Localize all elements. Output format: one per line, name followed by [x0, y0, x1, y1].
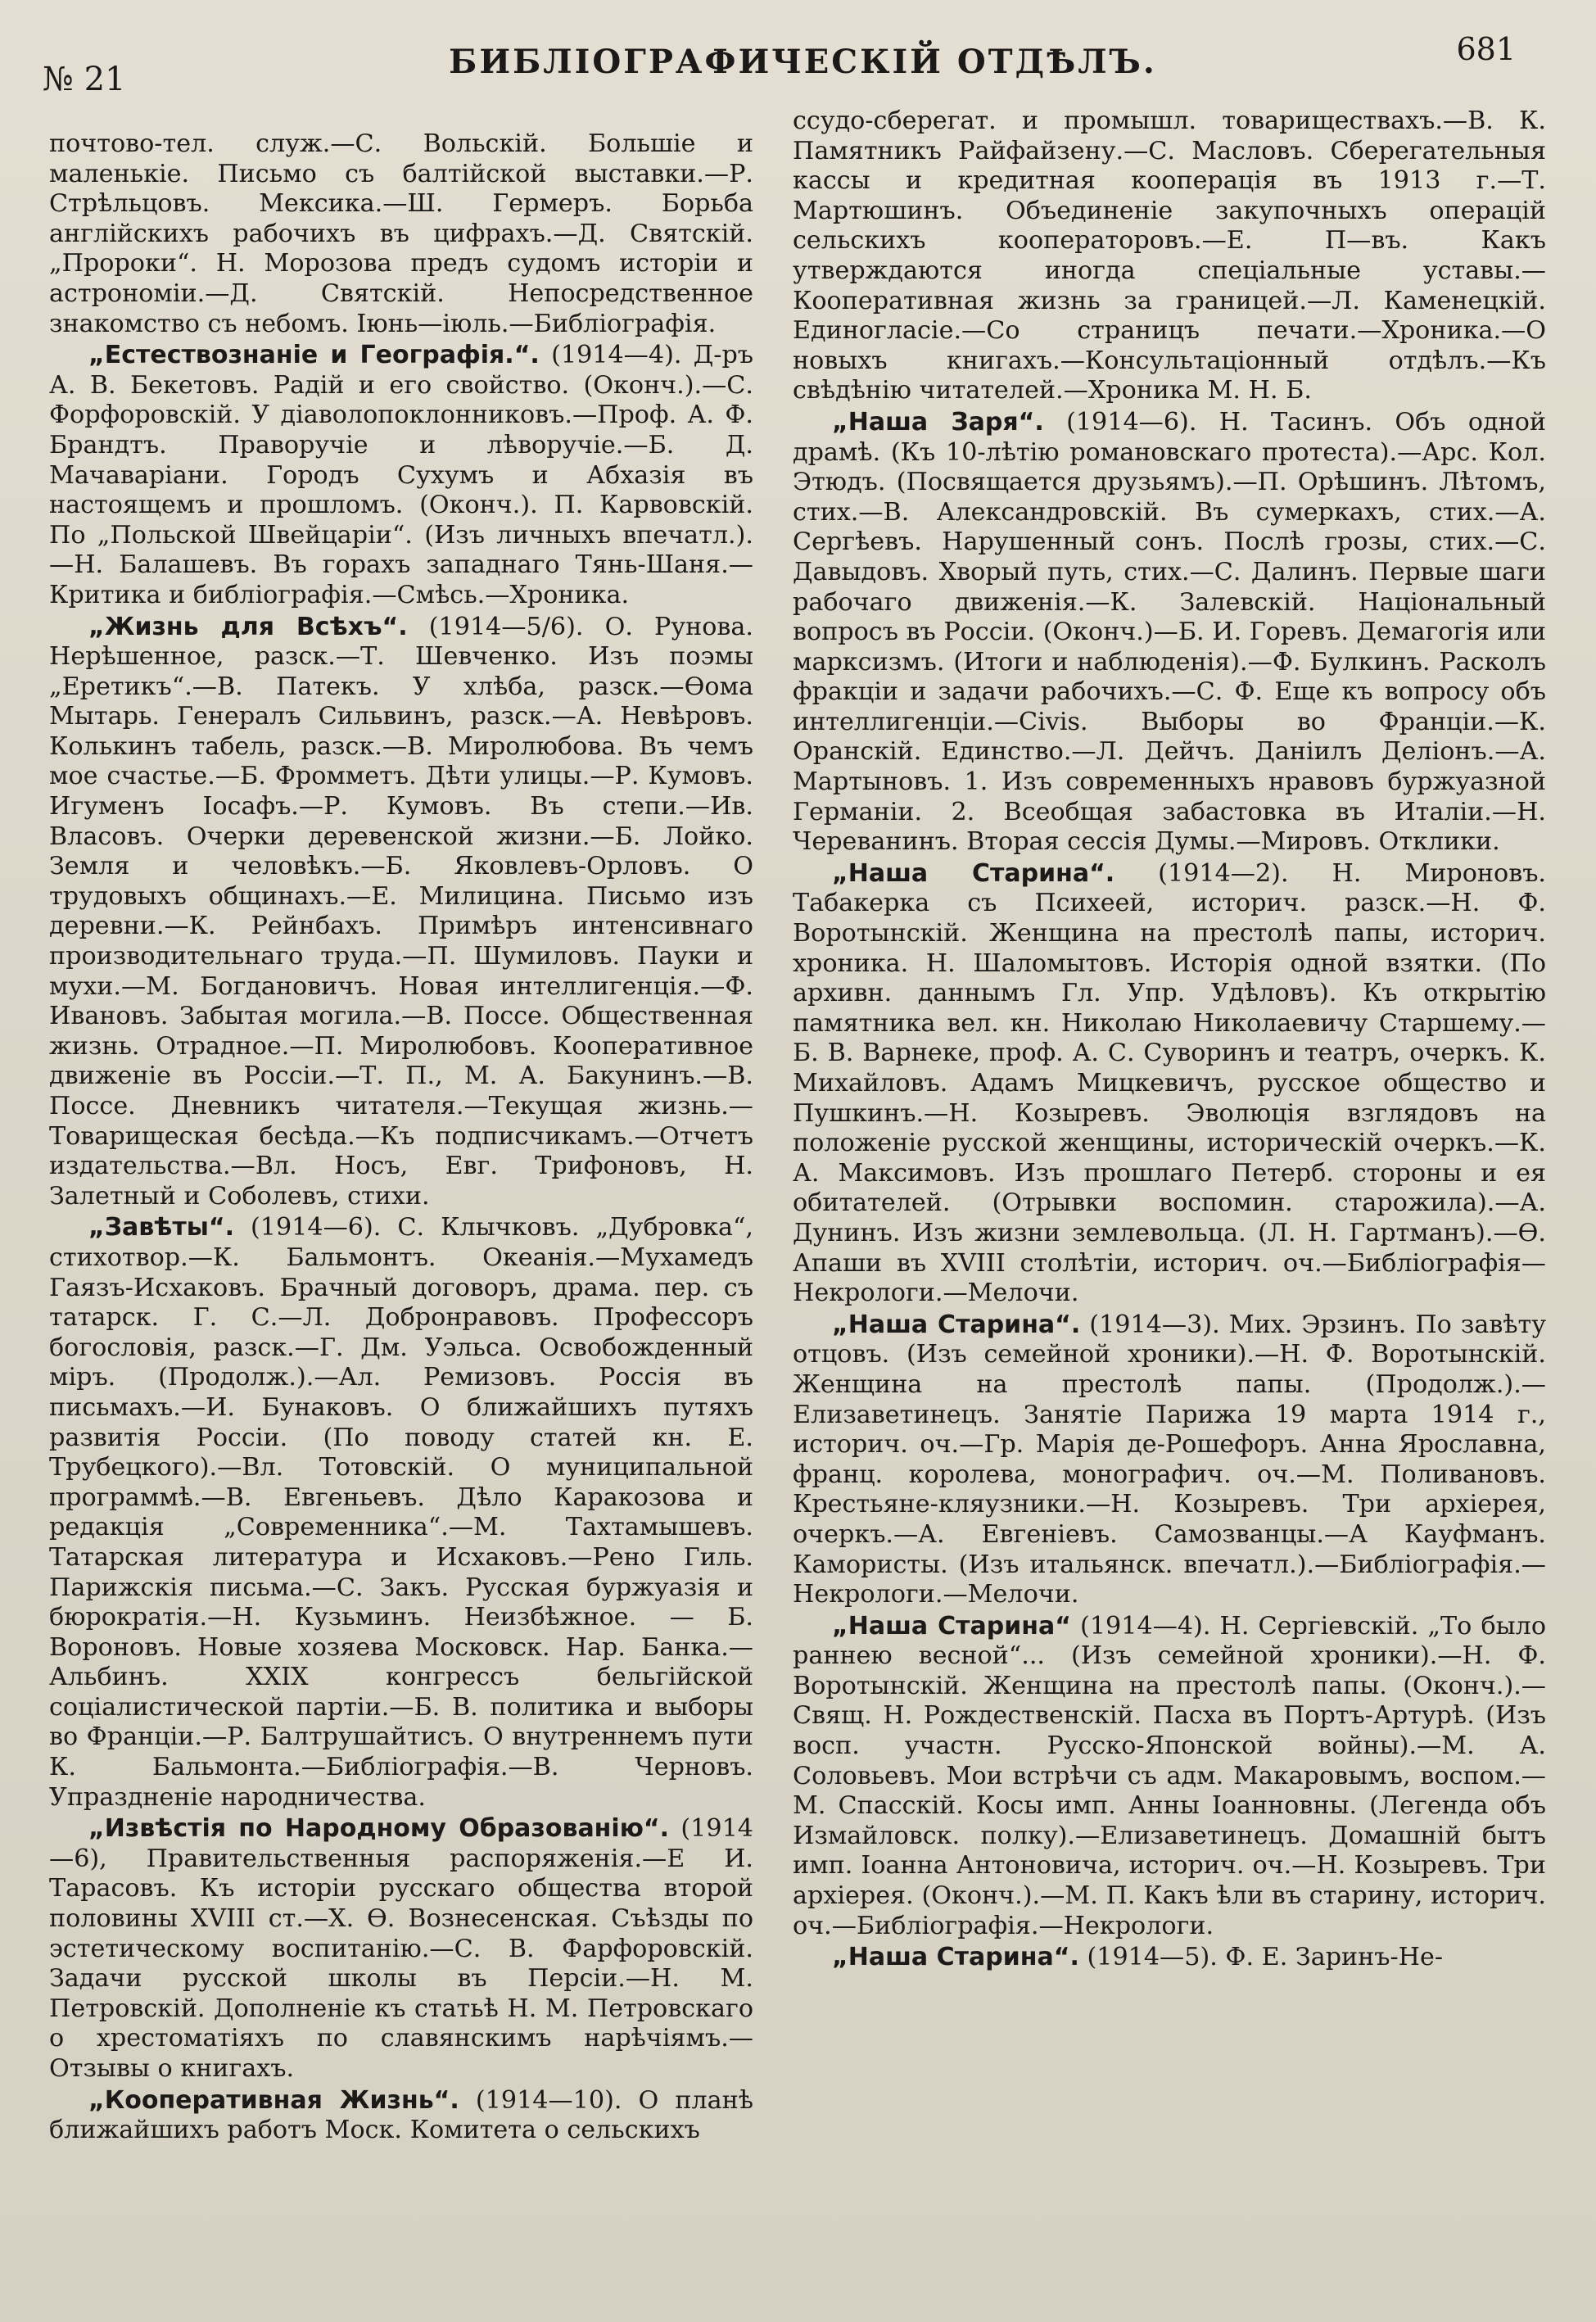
journal-title: „Наша Старина“	[832, 1611, 1071, 1641]
journal-title: „Наша Старина“.	[832, 1310, 1081, 1339]
section-title: БИБЛІОГРАФИЧЕСКІЙ ОТДѢЛЪ.	[449, 43, 1157, 81]
entry-nasha-starina-4: „Наша Старина“ (1914—4). Н. Сергіевскій. „То было раннею весной“... (Изъ семейной хроники).—Н. Ф. Воротынскій. Женщина на престолѣ папы. (Оконч.).—Свящ. Н. Рождественскій. Пасха въ Портъ-Артурѣ. (Изъ восп. участн. Русско-Японской войны).—М. А. Соловьевъ. Мои встрѣчи съ адм. Макаровымъ, воспом.—М. Спасскій. Косы имп. Анны Іоанновны. (Легенда объ Измайловск. полку).—Елизаветинецъ. Домашній бытъ имп. Іоанна Антоновича, историч. оч.—Н. Козыревъ. Три архіерея. (Оконч.).—М. П. Какъ ѣли въ старину, историч. оч.—Библіографія.—Некрологи.	[793, 1611, 1546, 1940]
entry-zavety: „Завѣты“. (1914—6). С. Клычковъ. „Дубровка“, стихотвор.—К. Бальмонтъ. Океанія.—Мухамедъ Гаязъ-Исхаковъ. Брачный договоръ, драма. пер. съ татарск. Г. С.—Л. Добронравовъ. Профессоръ богословія, разск.—Г. Дм. Уэльса. Освобожденный міръ. (Продолж.).—Ал. Ремизовъ. Россія въ письмахъ.—И. Бунаковъ. О ближайшихъ путяхъ развитія Россіи. (По поводу статей кн. Е. Трубецкого).—Вл. Тотовскій. О муниципальной программѣ.—В. Евгеньевъ. Дѣло Каракозова и редакція „Современника“.—М. Тахтамышевъ. Татарская литература и Исхаковъ.—Рено Гиль. Парижскія письма.—С. Закъ. Русская буржуазія и бюрократія.—Н. Кузьминъ. Неизбѣжное. — Б. Вороновъ. Новые хозяева Московск. Нар. Банка.—Альбинъ. XXIX конгрессъ бельгійской соціалистической партіи.—Б. В. политика и выборы во Франціи.—Р. Балтрушайтисъ. О внутреннемъ пути К. Бальмонта.—Библіографія.—В. Черновъ. Упраздненіе народничества.	[49, 1213, 753, 1812]
entry-estestvoznanie: „Естествознаніе и Географія.“. (1914—4). Д-ръ А. В. Бекетовъ. Радій и его свойство. (Оконч.).—С. Форфоровскій. У діаволопоклонниковъ.—Проф. А. Ф. Брандтъ. Праворучіе и лѣворучіе.—Б. Д. Мачаваріани. Городъ Сухумъ и Абхазія въ настоящемъ и прошломъ. (Оконч.). П. Карвовскій. По „Польской Швейцаріи“. (Изъ личныхъ впечатл.).—Н. Балашевъ. Въ горахъ западнаго Тянь-Шаня.—Критика и библіографія.—Смѣсь.—Хроника.	[49, 341, 753, 609]
journal-title: „Завѣты“.	[88, 1213, 234, 1242]
page-number: 681	[1456, 31, 1516, 67]
issue-number: № 21	[43, 61, 126, 98]
entry-continuation: ссудо-сберегат. и промышл. товариществахъ.—В. К. Памятникъ Райфайзену.—С. Масловъ. Сберегательныя кассы и кредитная кооперація въ 1913 г.—Т. Мартюшинъ. Объединеніе закупочныхъ операцій сельскихъ кооператоровъ.—Е. П—въ. Какъ утверждаются иногда спеціальные уставы.—Кооперативная жизнь за границей.—Л. Каменецкій. Единогласіе.—Со страницъ печати.—Хроника.—О новыхъ книгахъ.—Консультаціонный отдѣлъ.—Къ свѣдѣнію читателей.—Хроника М. Н. Б.	[793, 106, 1546, 405]
journal-title: „Жизнь для Всѣхъ“.	[88, 612, 408, 641]
page-header	[43, 25, 1563, 98]
journal-title: „Наша Заря“.	[832, 407, 1044, 437]
entry-nasha-starina-2: „Наша Старина“. (1914—2). Н. Мироновъ. Табакерка съ Психеей, историч. разск.—Н. Ф. Воротынскій. Женщина на престолѣ папы, историч. хроника. Н. Шаломытовъ. Исторія одной взятки. (По архивн. даннымъ Гл. Упр. Удѣловъ). Къ открытію памятника вел. кн. Николаю Николаевичу Старшему.—Б. В. Варнеке, проф. А. С. Суворинъ и театръ, очеркъ. К. Михайловъ. Адамъ Мицкевичъ, русское общество и Пушкинъ.—Н. Козыревъ. Эволюція взглядовъ на положеніе русской женщины, историческій очеркъ.—К. А. Максимовъ. Изъ прошлаго Петерб. стороны и ея обитателей. (Отрывки воспомин. старожила).—А. Дунинъ. Изъ жизни землевольца. (Л. Н. Гартманъ).—Ѳ. Апаши въ XVIII столѣтіи, историч. оч.—Библіографія—Некрологи.—Мелочи.	[793, 858, 1546, 1308]
right-column	[793, 106, 1546, 2289]
journal-title: „Естествознаніе и Географія.“.	[88, 341, 540, 370]
entry-continuation: почтово-тел. служ.—С. Вольскій. Большіе и маленькіе. Письмо съ балтійской выставки.—Р. Стрѣльцовъ. Мексика.—Ш. Гермеръ. Борьба англійскихъ рабочихъ въ цифрахъ.—Д. Святскій. „Пророки“. Н. Морозова предъ судомъ исторіи и астрономіи.—Д. Святскій. Непосредственное знакомство съ небомъ. Іюнь—іюль.—Библіографія.	[49, 129, 753, 338]
entry-nasha-starina-5: „Наша Старина“. (1914—5). Ф. Е. Заринъ-Не-	[832, 1943, 1444, 1972]
entry-izvestiya: „Извѣстія по Народному Образованію“. (1914—6), Правительственныя распоряженія.—Е И. Тарасовъ. Къ исторіи русскаго общества второй половины XVIII ст.—Х. Ѳ. Вознесенская. Съѣзды по эстетическому воспитанію.—С. В. Фарфоровскій. Задачи русской школы въ Персіи.—Н. М. Петровскій. Дополненіе къ статьѣ Н. М. Петровскаго о хрестоматіяхъ по славянскимъ нарѣчіямъ.—Отзывы о книгахъ.	[49, 1814, 754, 2083]
entry-zhizn-dlya-vsekh: „Жизнь для Всѣхъ“. (1914—5/6). О. Рунова. Нерѣшенное, разск.—Т. Шевченко. Изъ поэмы „Еретикъ“.—В. Патекъ. У хлѣба, разск.—Ѳома Мытарь. Генералъ Сильвинъ, разск.—А. Невѣровъ. Колькинъ табель, разск.—В. Миролюбова. Въ чемъ мое счастье.—Б. Фромметъ. Дѣти улицы.—Р. Кумовъ. Игуменъ Іосафъ.—Р. Кумовъ. Въ степи.—Ив. Власовъ. Очерки деревенской жизни.—Б. Лойко. Земля и человѣкъ.—Б. Яковлевъ-Орловъ. О трудовыхъ общинахъ.—Е. Милицина. Письмо изъ деревни.—К. Рейнбахъ. Примѣръ интенсивнаго производительнаго труда.—П. Шумиловъ. Пауки и мухи.—М. Богдановичъ. Новая интеллигенція.—Ф. Ивановъ. Забытая могила.—В. Поссе. Общественная жизнь. Отрадное.—П. Миролюбовъ. Кооперативное движеніе въ Россіи.—Т. П., М. А. Бакунинъ.—В. Поссе. Дневникъ читателя.—Текущая жизнь.—Товарищеская бесѣда.—Къ подписчикамъ.—Отчетъ издательства.—Вл. Носъ, Евг. Трифоновъ, Н. Залетный и Соболевъ, стихи.	[49, 612, 753, 1211]
journal-title: „Извѣстія по Народному Образованію“.	[88, 1814, 669, 1844]
entry-nasha-zarya: „Наша Заря“. (1914—6). Н. Тасинъ. Объ одной драмѣ. (Къ 10-лѣтію романовскаго протеста).—Арс. Кол. Этюдъ. (Посвящается друзьямъ).—П. Орѣшинъ. Лѣтомъ, стих.—В. Александровскій. Въ сумеркахъ, стих.—А. Сергѣевъ. Нарушенный сонъ. Послѣ грозы, стих.—С. Давыдовъ. Хворый путь, стих.—С. Далинъ. Первые шаги рабочаго движенія.—К. Залевскій. Національный вопросъ въ Россіи. (Оконч.)—Б. И. Горевъ. Демагогія или марксизмъ. (Итоги и наблюденія).—Ф. Булкинъ. Расколъ фракціи и задачи рабочихъ.—С. Ф. Еще къ вопросу объ интеллигенціи.—Civis. Выборы во Франціи.—К. Оранскій. Единство.—Л. Дейчъ. Даніилъ Делiонъ.—А. Мартыновъ. 1. Изъ современныхъ нравовъ буржуазной Германіи. 2. Всеобщая забастовка въ Италіи.—Н. Череванинъ. Вторая сессія Думы.—Мировъ. Отклики.	[793, 407, 1546, 857]
entry-kooperativnaya-zhizn: „Кооперативная Жизнь“. (1914—10). О планѣ ближайшихъ работъ Моск. Комитета о сельскихъ	[49, 2085, 754, 2145]
journal-title: „Наша Старина“.	[832, 858, 1115, 888]
entry-nasha-starina-3: „Наша Старина“. (1914—3). Мих. Эрзинъ. По завѣту отцовъ. (Изъ семейной хроники).—Н. Ф. Воротынскій. Женщина на престолѣ папы. (Продолж.).—Елизаветинецъ. Занятіе Парижа 19 марта 1914 г., историч. оч.—Гр. Марія де-Рошефоръ. Анна Ярославна, франц. королева, монографич. оч.—М. Поливановъ. Крестьяне-кляузники.—Н. Козыревъ. Три архіерея, очеркъ.—А. Евгеніевъ. Самозванцы.—А Кауфманъ. Камористы. (Изъ итальянск. впечатл.).—Библіографія.—Некрологи.—Мелочи.	[793, 1310, 1546, 1609]
left-column	[49, 129, 753, 2289]
journal-title: „Кооперативная Жизнь“.	[88, 2085, 459, 2115]
journal-title: „Наша Старина“.	[832, 1943, 1079, 1972]
